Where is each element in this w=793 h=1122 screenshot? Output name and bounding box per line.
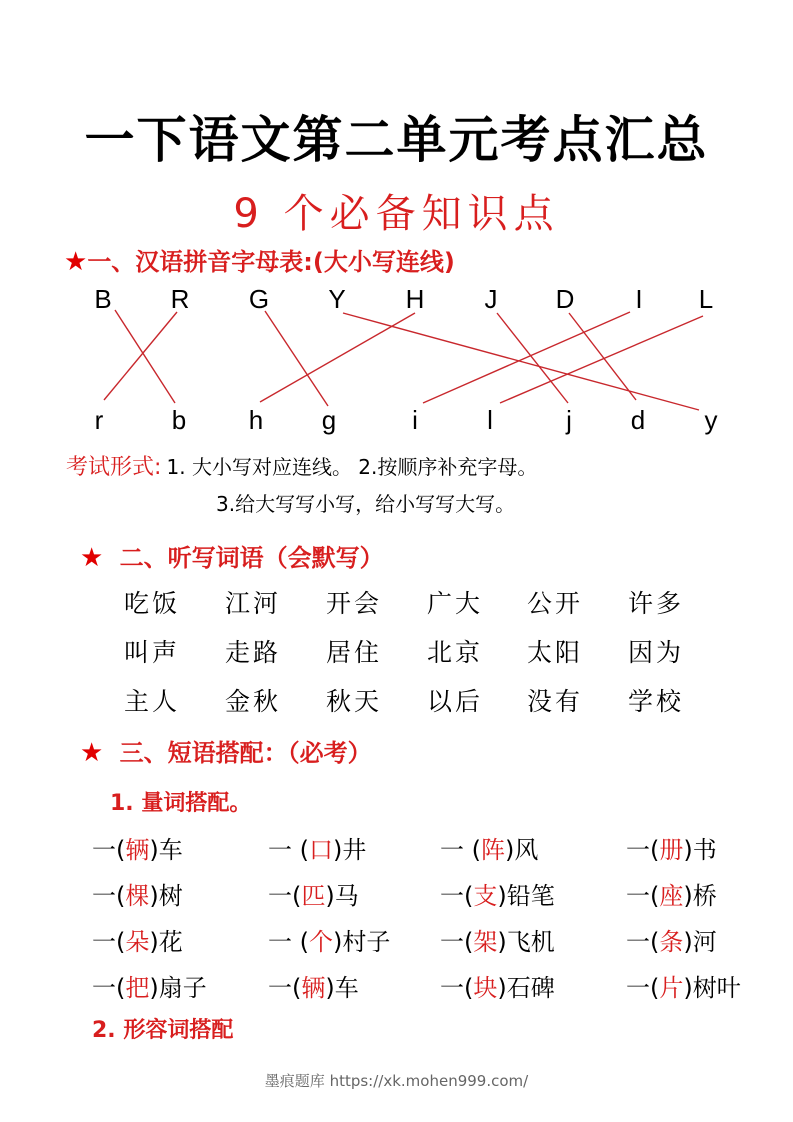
line-L-l — [500, 316, 703, 403]
measure-word-answer: 辆 — [301, 974, 326, 1002]
word-item: 秋天 — [326, 687, 383, 716]
measure-word-answer: 阵 — [481, 836, 505, 864]
measure-word-prefix: 一( — [92, 974, 126, 1002]
measure-word-item — [440, 968, 555, 1003]
measure-word-item — [92, 968, 207, 1003]
measure-word-noun: )村子 — [333, 928, 391, 956]
measure-word-item — [268, 830, 366, 865]
exam-format-text1: 1. 大小写对应连线。 2.按顺序补充字母。 — [166, 455, 538, 479]
word-item: 太阳 — [527, 638, 584, 667]
measure-word-item — [626, 830, 717, 865]
uppercase-letter: R — [170, 284, 190, 314]
word-item: 许多 — [628, 589, 685, 618]
star-icon: ★ — [80, 543, 104, 573]
measure-word-noun: )铅笔 — [497, 882, 555, 910]
measure-word-noun: )花 — [149, 928, 183, 956]
word-item: 公开 — [527, 589, 584, 618]
measure-word-prefix: 一( — [92, 928, 126, 956]
uppercase-letter: I — [635, 284, 643, 314]
measure-word-prefix: 一( — [92, 882, 126, 910]
line-B-b — [115, 310, 175, 403]
adjective-subheading: 2. 形容词搭配 — [92, 1018, 234, 1043]
measure-word-prefix: 一( — [440, 974, 474, 1002]
uppercase-letter: B — [94, 284, 112, 314]
word-item: 学校 — [628, 687, 685, 716]
measure-word-prefix: 一( — [268, 882, 302, 910]
measure-word-subheading: 1. 量词搭配。 — [110, 791, 252, 816]
lowercase-letter: i — [412, 405, 418, 435]
measure-word-noun: )树 — [149, 882, 183, 910]
measure-word-answer: 匹 — [301, 882, 326, 910]
word-item: 没有 — [527, 687, 584, 716]
measure-word-item — [268, 922, 390, 957]
line-R-r — [104, 312, 177, 400]
measure-word-noun: )石碑 — [497, 974, 555, 1002]
measure-word-prefix: 一( — [440, 928, 474, 956]
line-I-i — [423, 312, 630, 403]
measure-word-item — [626, 876, 717, 911]
lowercase-letter: g — [321, 405, 337, 435]
lowercase-letter: j — [566, 405, 572, 435]
word-item: 金秋 — [225, 687, 282, 716]
word-item: 开会 — [326, 589, 383, 618]
measure-word-prefix: 一( — [92, 836, 126, 864]
uppercase-letter: L — [698, 284, 714, 314]
measure-word-answer: 辆 — [125, 836, 150, 864]
measure-word-item — [92, 922, 183, 957]
uppercase-letter: D — [555, 284, 575, 314]
measure-word-noun: )马 — [325, 882, 359, 910]
lowercase-letter: l — [487, 405, 493, 435]
word-item: 居住 — [326, 638, 383, 667]
measure-word-noun: )桥 — [683, 882, 717, 910]
measure-word-noun: )车 — [325, 974, 359, 1002]
word-item: 走路 — [225, 638, 282, 667]
uppercase-letter: J — [484, 284, 498, 314]
word-item: 吃饭 — [124, 589, 181, 618]
measure-word-answer: 座 — [659, 882, 684, 910]
word-item: 广大 — [427, 589, 484, 618]
star-icon: ★ — [64, 247, 88, 277]
measure-word-prefix: 一 ( — [268, 928, 309, 956]
measure-word-prefix: 一( — [440, 882, 474, 910]
uppercase-letter: G — [248, 284, 270, 314]
measure-word-answer: 支 — [473, 882, 498, 910]
measure-word-noun: )书 — [683, 836, 717, 864]
measure-word-prefix: 一 ( — [268, 836, 309, 864]
measure-word-item — [268, 968, 359, 1003]
footer-watermark: 墨痕题库 https://xk.mohen999.com/ — [264, 1072, 529, 1090]
exam-format-line1 — [66, 450, 537, 481]
lowercase-letter: h — [248, 405, 264, 435]
word-item: 叫声 — [124, 638, 181, 667]
measure-word-prefix: 一( — [626, 928, 660, 956]
measure-word-prefix: 一( — [268, 974, 302, 1002]
measure-word-answer: 架 — [473, 928, 498, 956]
word-item: 江河 — [225, 589, 282, 618]
measure-word-prefix: 一 ( — [440, 836, 481, 864]
exam-format-text2: 3.给大写写小写，给小写写大写。 — [216, 492, 516, 516]
measure-word-item — [440, 922, 555, 957]
measure-word-item — [440, 876, 555, 911]
measure-word-answer: 棵 — [125, 882, 150, 910]
word-item: 以后 — [427, 687, 484, 716]
section1-heading-text: 一、汉语拼音字母表:(大小写连线) — [87, 248, 455, 276]
word-item: 北京 — [427, 638, 484, 667]
measure-word-noun: )树叶 — [683, 974, 741, 1002]
word-item: 主人 — [124, 687, 181, 716]
section2-heading — [80, 538, 384, 573]
measure-word-item — [626, 968, 741, 1003]
measure-word-item — [268, 876, 359, 911]
measure-word-prefix: 一( — [626, 882, 660, 910]
section3-heading-text: 三、短语搭配：（必考） — [119, 739, 372, 767]
lowercase-letter: y — [704, 405, 718, 435]
page-title: 一下语文第二单元考点汇总 — [84, 110, 709, 169]
measure-word-noun: )井 — [333, 836, 367, 864]
measure-word-item — [626, 922, 717, 957]
measure-word-answer: 片 — [659, 974, 684, 1002]
line-H-h — [260, 313, 415, 402]
measure-word-item — [440, 830, 538, 865]
star-icon: ★ — [80, 738, 104, 768]
line-Y-y — [343, 313, 699, 410]
measure-word-answer: 个 — [309, 928, 333, 956]
measure-word-noun: )扇子 — [149, 974, 207, 1002]
uppercase-letter: H — [405, 284, 425, 314]
measure-word-noun: )河 — [683, 928, 717, 956]
measure-word-answer: 把 — [125, 974, 150, 1002]
page-subtitle: 9 个必备知识点 — [233, 191, 560, 237]
word-item: 因为 — [628, 638, 685, 667]
section3-heading — [80, 733, 372, 768]
exam-format-label: 考试形式: — [66, 455, 162, 480]
lowercase-letter: b — [171, 405, 187, 435]
measure-word-answer: 块 — [473, 974, 498, 1002]
measure-word-answer: 朵 — [125, 928, 150, 956]
lowercase-letter: d — [630, 405, 646, 435]
uppercase-letter: Y — [328, 284, 346, 314]
measure-word-item — [92, 876, 183, 911]
measure-word-answer: 条 — [659, 928, 684, 956]
lowercase-letter: r — [94, 405, 104, 435]
line-D-d — [569, 313, 636, 400]
measure-word-answer: 口 — [309, 836, 333, 864]
section2-heading-text: 二、听写词语（会默写） — [119, 544, 384, 572]
measure-word-answer: 册 — [659, 836, 684, 864]
measure-word-noun: )车 — [149, 836, 183, 864]
measure-word-item — [92, 830, 183, 865]
line-G-g — [265, 311, 328, 406]
measure-word-prefix: 一( — [626, 836, 660, 864]
measure-word-noun: )飞机 — [497, 928, 555, 956]
measure-word-noun: )风 — [505, 836, 539, 864]
measure-word-prefix: 一( — [626, 974, 660, 1002]
